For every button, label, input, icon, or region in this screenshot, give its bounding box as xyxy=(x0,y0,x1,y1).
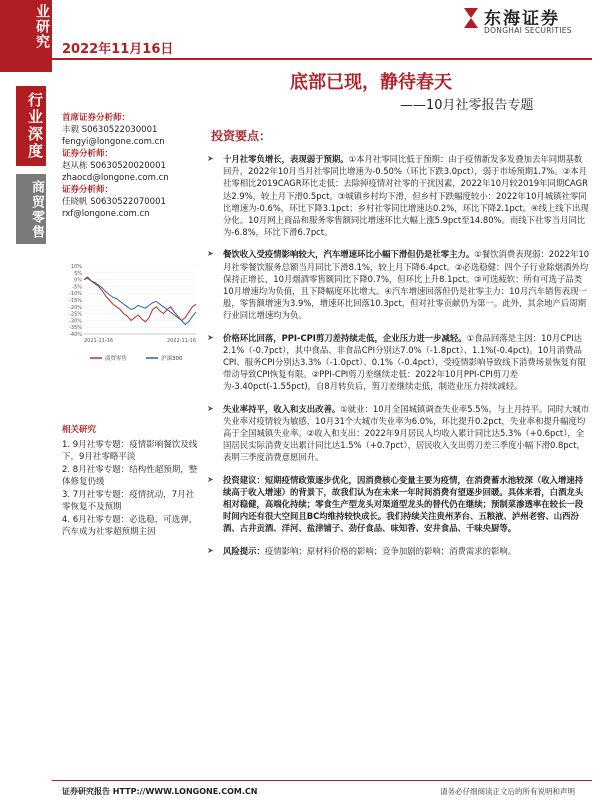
related-research xyxy=(62,424,202,539)
chart-y-tick-label: 10% xyxy=(70,264,82,270)
analyst-email[interactable]: zhaocd@longone.com.cn xyxy=(62,173,169,183)
point-body: ①就业：10月全国城镇调查失业率5.5%，与上月持平。同时大城市失业率对疫情较为敏感，10月31个大城市失业率为6.0%，环比提升0.2pct，失业率和提升幅度均高于全国城镇失业率。②收入和支出：2022年9月居民人均收入累计同比达5.3%（+0.6pct），全国居民实际消费支出累计同比达1.5%（+0.7pct），居民收入支出剪刀差三季度小幅下滑0.8pct，表明三季度消费意愿回升。 xyxy=(223,403,590,463)
related-heading: 相关研究 xyxy=(62,425,97,435)
chart-y-tick-label: 5% xyxy=(74,270,82,277)
chart-y-tick-label: -5% xyxy=(72,284,82,291)
chart-y-tick-label: -40% xyxy=(69,332,82,338)
related-item[interactable]: 4. 6月社零专题：必选稳，可选弹，汽车成为社零超预期主因 xyxy=(62,514,198,537)
analyst-block xyxy=(62,184,202,220)
investment-point xyxy=(207,474,590,535)
analyst-block xyxy=(62,112,202,148)
logo-en-text: DONGHAI SECURITIES xyxy=(484,26,572,35)
related-item[interactable]: 1. 9月社零专题：疫情影响餐饮及线下，9月社零略平淡 xyxy=(62,439,198,462)
chart-y-tick-label: -30% xyxy=(69,318,82,325)
analyst-block xyxy=(62,148,202,184)
chart-x-tick-label: 2022-11-16 xyxy=(166,338,196,344)
point-lead: 餐饮收入受疫情影响较大，汽车增速环比小幅下滑但仍是社零主力。 xyxy=(223,249,475,260)
footer-disclaimer: 请务必仔细阅读正文后的所有说明和声明 xyxy=(440,787,575,796)
point-lead: 十月社零负增长，表现弱于预期。 xyxy=(223,154,349,164)
industry-label: 商贸零售 xyxy=(16,174,46,244)
related-item[interactable]: 3. 7月社零专题：疫情扰动，7月社零恢复不及预期 xyxy=(62,489,195,512)
report-date: 2022年11月16日 xyxy=(62,42,174,57)
chart-y-tick-label: -25% xyxy=(69,311,82,318)
header-divider xyxy=(52,58,592,60)
chart-legend-label: 商贸零售 xyxy=(105,356,128,362)
analyst-name: 任晓帆 S0630522070001 xyxy=(62,197,166,207)
chart-y-tick-label: -20% xyxy=(69,304,82,311)
point-lead: 投资建议： xyxy=(223,474,265,485)
chart-x-tick-label: 2021-11-16 xyxy=(84,338,114,344)
analyst-heading: 证券分析师： xyxy=(62,149,114,159)
point-body: ①本月社零同比低于预期：由于疫情新发多发叠加去年同期基数回升，2022年10月当月社零同比增速为-0.50%（环比下跌3.0pct），弱于市场预期1.7%。②本月社零相比2019CAGR环比走低：去除掉疫情对社零的干扰因素，2022年10月较2019年同期CAGR达2.9%，较上月下滑0.5pct。③城镇乡村均下滑，但乡村下跌幅度较小：2022年10月城镇社零同比增速为-0.6%，环比下降3.1pct；乡村社零同比增速达0.2%，环比下降2.1pct。④线上线下出现分化。10月网上商品和服务零售额同比增速环比大幅上涨5.9pct至14.80%。而线下社零当月同比为-6.8%，环比下滑6.7pct。 xyxy=(223,154,589,238)
chart-y-tick-label: 0% xyxy=(74,277,82,284)
point-body: 短期疫情政策逐步优化，因消费核心变量主要为疫情，在消费蓄水池较深（收入增速持续高于收入增速）的背景下，故我们认为在未来一年时间消费有望逐步回暖。具体来看，白酒龙头相对稳健，高端化持续；零食生产型龙头对渠道型龙头的替代仍在继续；预制菜渗透率在较长一段时间内还有很大空间且BC均维持较快成长。我们持续关注贵州茅台、五粮液、泸州老窖、山西汾酒、古井贡酒、洋河、盐津铺子、劲仔食品、味知香、安井食品、千味央厨等。 xyxy=(223,474,584,534)
chart-y-tick-label: -15% xyxy=(69,298,82,304)
investment-heading: 投资要点： xyxy=(211,129,272,143)
point-body: ①食品回落是主因：10月CPI达2.1%（-0.7pct），其中食品、非食品CPI分别达7.0%（-1.8pct）、1.1%(-0.4pct)。10月消费品CPI、服务CPI分别达3.3%（-1.0pct）、0.1%（-0.4pct），受疫情影响导致线下消费场景恢复有限带动导致CPI恢复有限。②PPI-CPI剪刀差继续走低：2022年10月PPI-CPI剪刀差为-3.40pct(-1.55pct)，自8月转负后，剪刀差继续走低，制造业压力持续减轻。 xyxy=(223,332,586,392)
investment-point xyxy=(207,545,590,557)
analyst-email[interactable]: fengyi@longone.com.cn xyxy=(62,137,165,147)
point-lead: 价格环比回落，PPI-CPI剪刀差持续走低，企业压力进一步减轻。 xyxy=(223,332,467,343)
logo-mark-icon xyxy=(462,6,480,30)
point-body: 疫情影响；原材料价格的影响；竞争加剧的影响；消费需求的影响。 xyxy=(264,545,517,556)
investment-point xyxy=(207,332,590,393)
analyst-heading: 首席证券分析师： xyxy=(62,113,131,123)
related-item[interactable]: 2. 8月社零专题：结构性超预期，整体修复仍缓 xyxy=(62,464,198,487)
analyst-name: 丰毅 S0630522030001 xyxy=(62,125,158,135)
chart-y-tick-label: -10% xyxy=(69,291,82,298)
report-type-tab: 业研究 xyxy=(0,0,52,72)
company-logo xyxy=(462,4,590,40)
analyst-name: 赵从栋 S0630520020001 xyxy=(62,161,166,171)
footer-site[interactable]: 证券研究报告 HTTP://WWW.LONGONE.COM.CN xyxy=(62,787,258,796)
point-lead: 风险提示： xyxy=(223,545,265,556)
logo-cn-text: 东海证券 xyxy=(484,9,560,29)
investment-points xyxy=(207,153,590,567)
analyst-list xyxy=(62,112,202,220)
analyst-heading: 证券分析师： xyxy=(62,185,114,195)
report-title: 底部已现，静待春天 xyxy=(290,72,452,93)
footer-divider xyxy=(52,780,592,781)
chart-y-tick-label: -35% xyxy=(69,325,82,332)
chart-series-line xyxy=(84,277,196,322)
performance-chart xyxy=(62,262,200,368)
point-body: ①餐饮消费表现弱：2022年10月社零餐饮服务总额当月同比下滑8.1%，较上月下降6.4pct。②必选稳健：四个子行业除烟酒外均保持正增长，10月烟酒零售额同比下降0.7%，但环比上升8.1pct。③可选疲软：所有可选子品类10月增速均为负值，且下降幅度环比增大。④汽车增速回落但仍是社零主力：10月汽车销售表现一般，零售额增速为3.9%，增速环比回落10.3pct，但对社零贡献仍为第一。此外，其余地产后周期行业同比增速均为负。 xyxy=(223,249,590,321)
investment-point xyxy=(207,153,590,238)
report-category-label: 行业深度 xyxy=(16,86,46,166)
side-strip xyxy=(0,86,52,786)
investment-point xyxy=(207,403,590,464)
investment-point xyxy=(207,248,590,321)
point-lead: 失业率持平，收入和支出改善。 xyxy=(223,403,341,414)
chart-legend-label: 沪深300 xyxy=(161,356,183,362)
report-subtitle: ——10月社零报告专题 xyxy=(400,98,534,113)
analyst-email[interactable]: rxf@longone.com.cn xyxy=(62,209,150,219)
